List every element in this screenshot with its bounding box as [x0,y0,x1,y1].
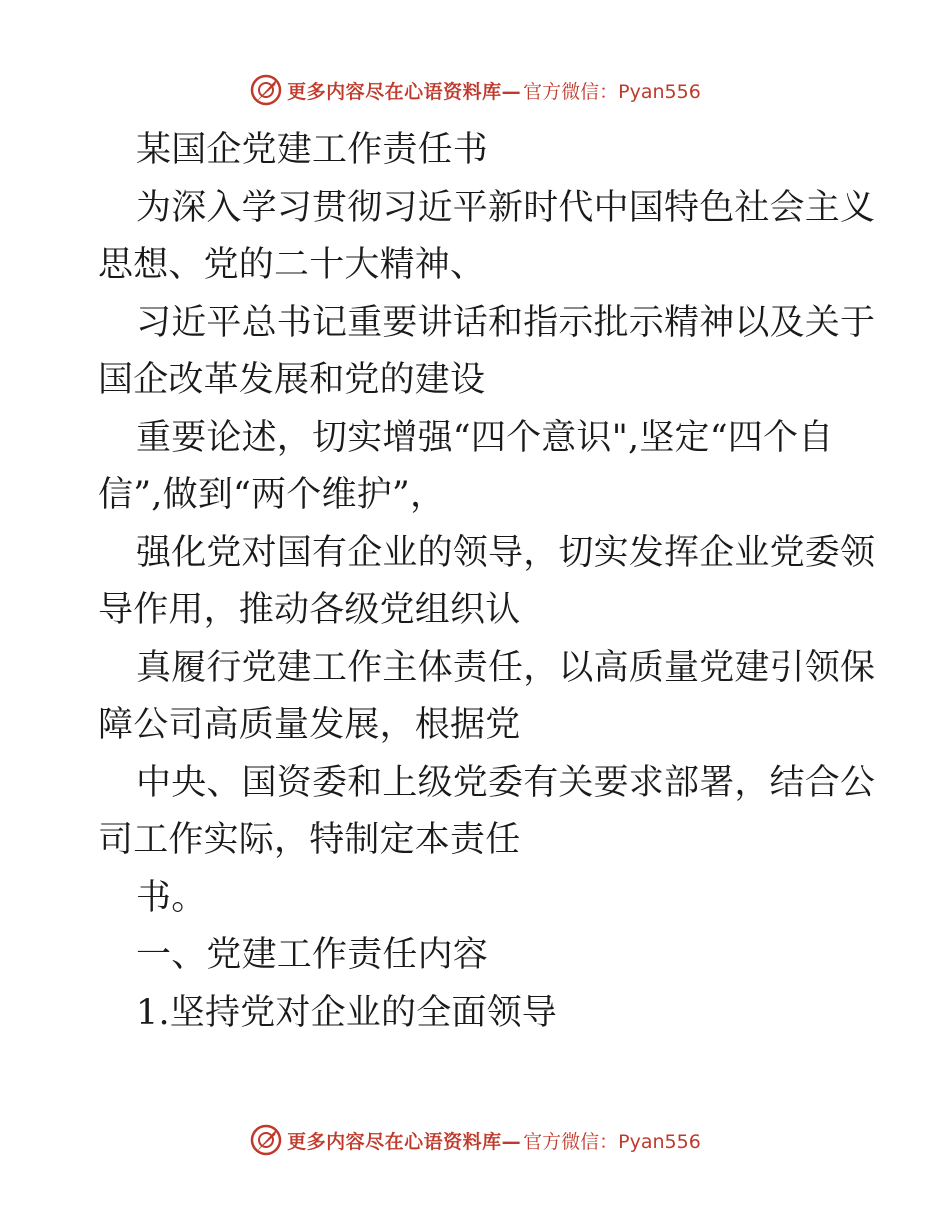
section-heading: 一、党建工作责任内容 [136,935,489,975]
doc-line-13: 司工作实际，特制定本责任 [98,820,521,860]
quill-logo-icon [249,1123,283,1157]
header-watermark [0,70,950,110]
watermark-contact: 官方微信：Pyan556 [523,1130,701,1153]
watermark-contact: 官方微信：Pyan556 [523,80,701,103]
doc-line-2: 为深入学习贯彻习近平新时代中国特色社会主义 [136,187,876,228]
doc-line-12: 中央、国资委和上级党委有关要求部署，结合公 [136,762,876,803]
footer-watermark [0,1120,950,1160]
doc-line-9: 导作用，推动各级党组织认 [98,590,521,630]
doc-line-5: 国企改革发展和党的建设 [98,360,486,400]
doc-line-3: 思想、党的二十大精神、 [98,245,486,285]
doc-line-10: 真履行党建工作主体责任，以高质量党建引领保 [136,647,876,688]
doc-line-4: 习近平总书记重要讲话和指示批示精神以及关于 [136,302,876,343]
subsection-heading: 1.坚持党对企业的全面领导 [136,992,557,1033]
doc-line-8: 强化党对国有企业的领导，切实发挥企业党委领 [136,532,876,573]
document-body [98,122,876,1042]
doc-line-14: 书。 [136,877,207,918]
watermark-text: 更多内容尽在心语资料库— [287,1130,522,1153]
doc-line-1: 某国企党建工作责任书 [136,130,489,170]
doc-line-11: 障公司高质量发展，根据党 [98,705,521,745]
watermark-text: 更多内容尽在心语资料库— [287,80,522,103]
doc-line-7: 信”,做到“两个维护”， [98,475,446,515]
doc-line-6: 重要论述，切实增强“四个意识",坚定“四个自 [136,417,834,458]
quill-logo-icon [249,73,283,107]
